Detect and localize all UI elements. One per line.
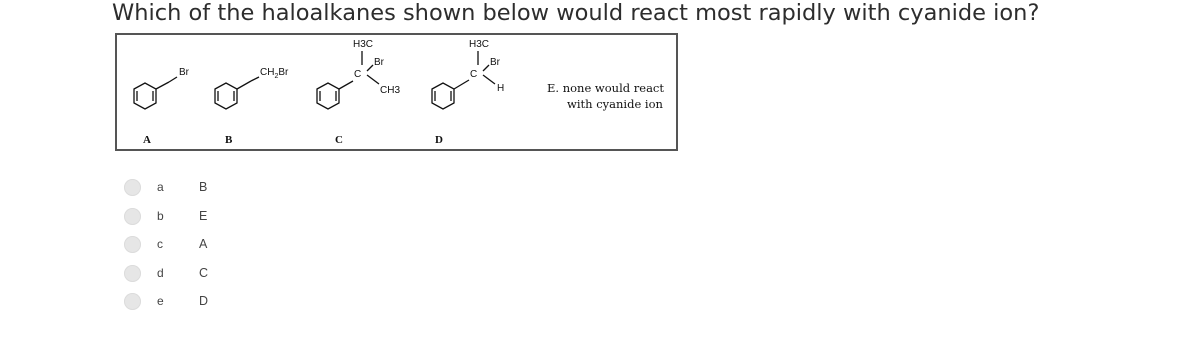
radio-button[interactable] — [124, 265, 141, 282]
radio-button[interactable] — [124, 208, 141, 225]
choice-b[interactable] — [0, 207, 260, 227]
choice-letter: d — [157, 266, 164, 280]
compound-c-ch3: CH3 — [380, 85, 401, 96]
compound-a-structure — [134, 77, 177, 109]
compound-d-br: Br — [490, 57, 500, 68]
compound-label-d: D — [435, 134, 443, 146]
choice-e[interactable] — [0, 292, 260, 312]
compound-label-a: A — [143, 134, 151, 146]
compound-a-br: Br — [179, 67, 189, 78]
choice-letter: b — [157, 209, 164, 223]
choice-c[interactable] — [0, 235, 260, 255]
structures-drawing — [117, 35, 680, 153]
compound-b-structure — [215, 77, 259, 109]
compound-label-b: B — [225, 134, 233, 146]
compound-label-c: C — [335, 134, 343, 146]
radio-button[interactable] — [124, 236, 141, 253]
compound-c-carbon: C — [354, 69, 362, 80]
choice-a[interactable] — [0, 178, 260, 198]
choice-answer: E — [199, 209, 208, 223]
choice-answer: B — [199, 180, 208, 194]
choice-answer: D — [199, 294, 209, 308]
question-text: Which of the haloalkanes shown below would react most rapidly with cyanide ion? — [112, 0, 1040, 26]
compound-c-h3c: H3C — [353, 39, 374, 50]
compound-c-br: Br — [374, 57, 384, 68]
choice-answer: A — [199, 237, 208, 251]
option-e-line2: with cyanide ion — [567, 97, 663, 111]
compound-d-h: H — [497, 83, 505, 94]
compound-d-structure — [432, 51, 495, 109]
choice-letter: a — [157, 180, 164, 194]
compound-d-carbon: C — [470, 69, 478, 80]
choice-letter: e — [157, 294, 164, 308]
option-e-line1: E. none would react — [547, 81, 664, 95]
radio-button[interactable] — [124, 179, 141, 196]
compound-c-structure — [317, 51, 379, 109]
compound-b-ch2br: $CH_2Br$ — [260, 67, 289, 80]
choice-answer: C — [199, 266, 209, 280]
choice-letter: c — [157, 237, 163, 251]
radio-button[interactable] — [124, 293, 141, 310]
compound-figure — [115, 33, 678, 151]
compound-d-h3c: H3C — [469, 39, 490, 50]
choice-d[interactable] — [0, 264, 260, 284]
